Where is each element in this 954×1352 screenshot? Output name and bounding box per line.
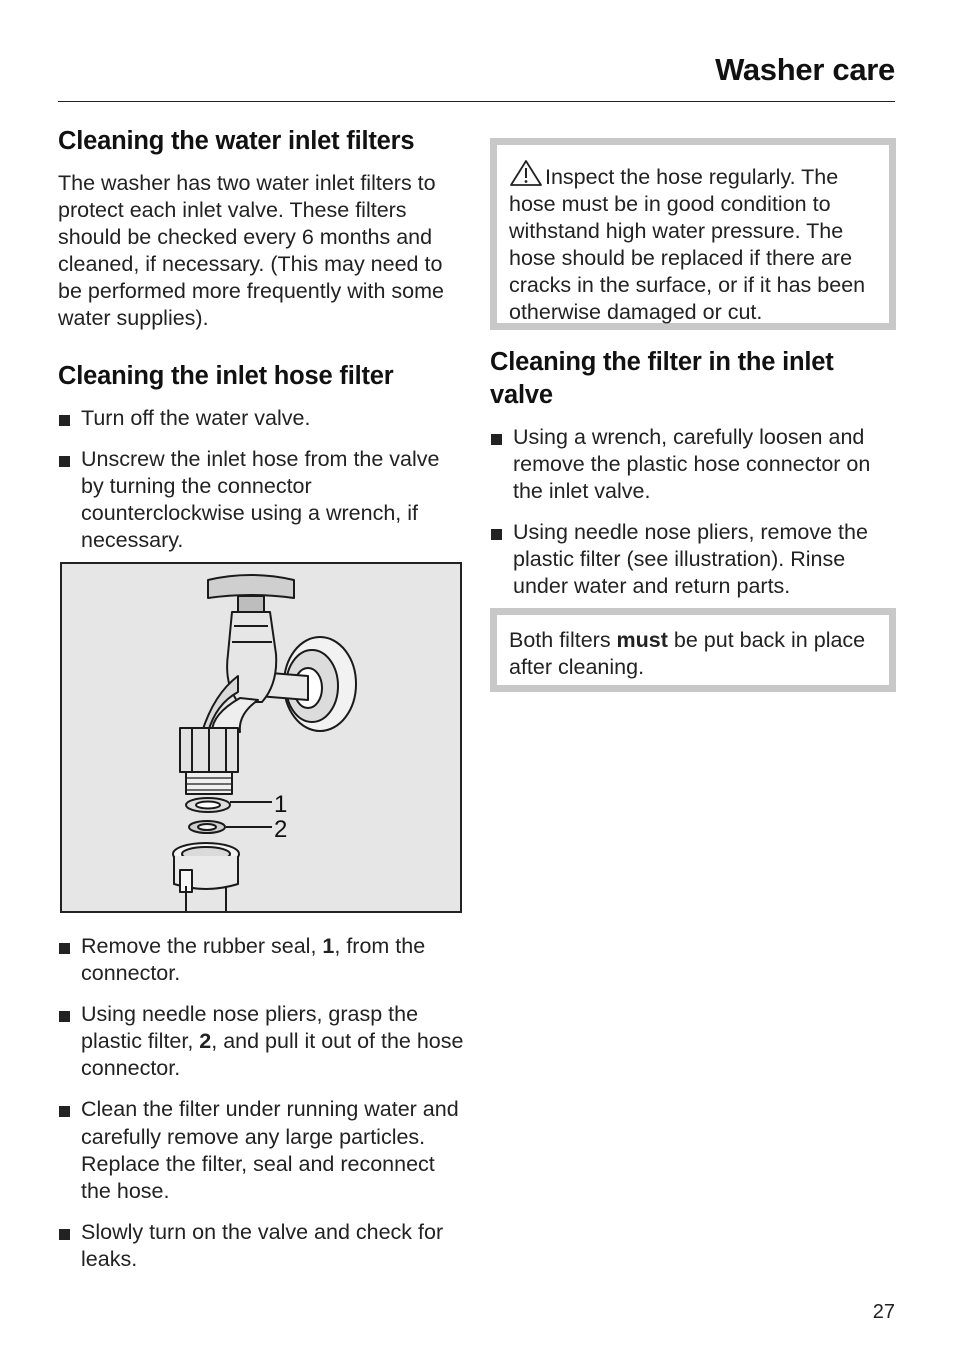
list-item (58, 1219, 468, 1273)
bullet-square-icon (59, 1229, 70, 1240)
note-box (490, 608, 896, 692)
note-text: be put back in place after cleaning. (509, 628, 866, 680)
list-item (490, 424, 898, 505)
header-divider (58, 101, 895, 102)
section-heading-water-inlet-filters: Cleaning the water inlet filters (58, 127, 415, 155)
note-emphasis: must (616, 628, 668, 652)
bullet-square-icon (59, 943, 70, 954)
step-callout-number: 2 (199, 1029, 212, 1054)
warning-triangle-icon (509, 159, 543, 187)
page-number: 27 (872, 1301, 895, 1323)
warning-paragraph (497, 145, 889, 327)
step-text: , from the connector. (81, 934, 426, 986)
step-text: Turn off the water valve. (81, 406, 311, 430)
step-text: Using needle nose pliers, remove the plastic filter (see illustration). Rinse under water and return parts. (513, 520, 868, 599)
step-text: Using a wrench, carefully loosen and remove the plastic hose connector on the inlet valve. (513, 425, 871, 504)
bullet-square-icon (59, 456, 70, 467)
bullet-square-icon (59, 1011, 70, 1022)
steps-list-before-figure (58, 405, 468, 554)
list-item (58, 446, 468, 554)
warning-box (490, 138, 896, 330)
step-text: Slowly turn on the valve and check for leaks. (81, 1219, 444, 1271)
step-text: , and pull it out of the hose connector. (81, 1029, 464, 1081)
warning-text: Inspect the hose regularly. The hose must be in good condition to withstand high water pressure. The hose should be replaced if there are cracks in the surface, or if it has been otherwise damaged or cut. (509, 165, 866, 325)
step-text: Using needle nose pliers, grasp the plastic filter, (81, 1002, 419, 1054)
step-text: Remove the rubber seal, (81, 934, 323, 958)
section-body-water-inlet-filters: The washer has two water inlet filters to protect each inlet valve. These filters should be checked every 6 months and cleaned, if necessary. (This may need to be performed more frequently with some water supplies). (58, 171, 444, 331)
section-heading-filter-inlet-valve: Cleaning the filter in the inlet valve (490, 348, 834, 409)
bullet-square-icon (491, 434, 502, 445)
callout-label-1: 1 (274, 791, 288, 818)
list-item (58, 933, 468, 987)
faucet-drawing (62, 564, 460, 911)
steps-list-after-figure (58, 933, 468, 1273)
step-callout-number: 1 (322, 934, 335, 958)
list-item (58, 1001, 468, 1082)
step-text: Unscrew the inlet hose from the valve by turning the connector counterclockwise using a wrench, if necessary. (81, 447, 440, 553)
page-title: Washer care (715, 52, 895, 87)
bullet-square-icon (491, 529, 502, 540)
section-heading-inlet-hose-filter: Cleaning the inlet hose filter (58, 362, 394, 390)
list-item (58, 1096, 468, 1204)
list-item (58, 405, 468, 432)
note-text: Both filters (509, 628, 617, 652)
callout-label-2: 2 (274, 816, 288, 843)
bullet-square-icon (59, 1106, 70, 1117)
faucet-hose-illustration (60, 562, 462, 913)
note-paragraph (497, 615, 889, 681)
bullet-square-icon (59, 415, 70, 426)
step-text: Clean the filter under running water and carefully remove any large particles. Replace the filter, seal and reconnect the hose. (81, 1097, 459, 1203)
list-item (490, 519, 898, 600)
steps-list-inlet-valve (490, 424, 898, 601)
